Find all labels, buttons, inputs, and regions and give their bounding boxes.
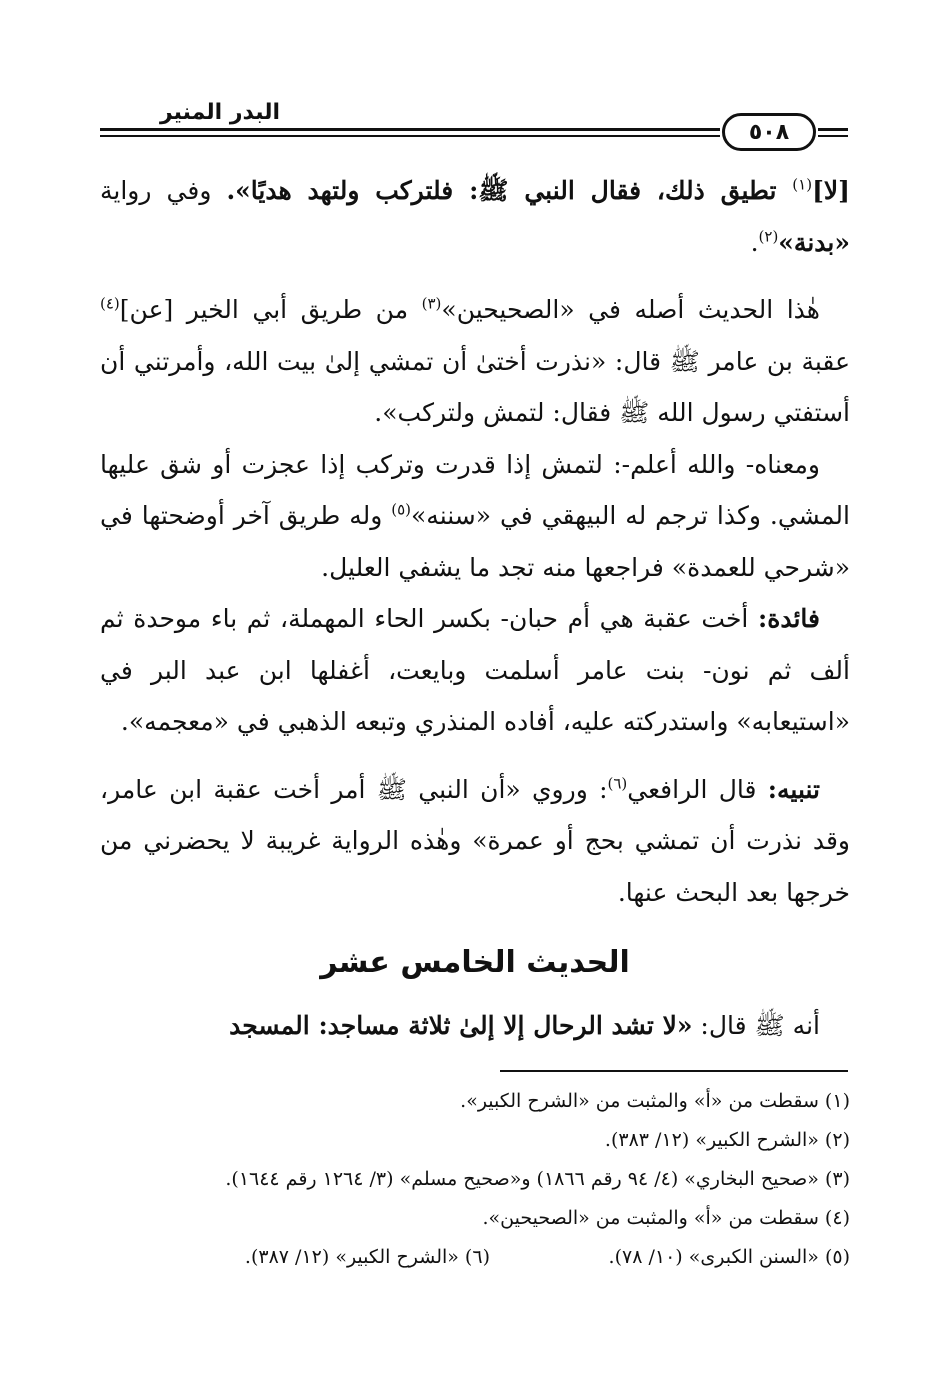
footnote-2: (٢) «الشرح الكبير» (١٢/ ٣٨٣). <box>604 1129 850 1151</box>
header-rule-top <box>100 128 720 131</box>
footnote-ref-6: (٦) <box>607 774 628 793</box>
paragraph-2-text-b: من طريق أبي الخير <box>186 295 422 324</box>
paragraph-3-text-b: وله طريق آخر أوضحتها في «شرحي للعمدة» فراجعها منه تجد ما يشفي العليل. <box>100 501 850 582</box>
footnote-4: (٤) سقطت من «أ» والمثبت من «الصحيحين». <box>482 1207 850 1229</box>
paragraph-1-tail: وفي رواية <box>100 176 227 205</box>
footnotes <box>100 1082 850 1277</box>
footnote-1: (١) سقطت من «أ» والمثبت من «الشرح الكبير». <box>460 1090 850 1112</box>
paragraph-1-end: . <box>750 227 759 257</box>
tanbih-label: تنبيه: <box>767 774 820 804</box>
footnote-ref-5: (٥) <box>391 500 412 519</box>
faida-label: فائدة: <box>758 604 820 633</box>
footnote-3: (٣) «صحيح البخاري» (٤/ ٩٤ رقم ١٨٦٦) و«صحيح مسلم» (٣/ ١٢٦٤ رقم ١٦٤٤). <box>225 1168 850 1190</box>
hadith-intro: أنه ﷺ قال: <box>692 1011 820 1040</box>
main-text <box>100 165 850 918</box>
footnote-ref-1: (١) <box>792 175 813 194</box>
hadith-quote-bold: تطيق ذلك، فقال النبي ﷺ: فلتركب ولتهد هديًا». <box>226 176 793 205</box>
footnote-row-5-6 <box>100 1238 850 1277</box>
footnote-ref-2: (٢) <box>758 227 779 246</box>
page-number: ٥٠٨ <box>748 119 790 145</box>
footnote-ref-3: (٣) <box>421 294 442 313</box>
section-heading: الحديث الخامس عشر <box>320 945 630 980</box>
badana-bold: «بدنة» <box>778 227 850 257</box>
page-number-badge <box>722 113 816 151</box>
paragraph-2-text-d: عقبة بن عامر ﷺ قال: «نذرت أختىٰ أن تمشي إلىٰ بيت الله، وأمرتني أن أستفتي رسول الله ﷺ فقال: لتمش ولتركب». <box>100 346 850 427</box>
footnote-separator <box>500 1070 848 1072</box>
header-rule-top-right <box>818 128 848 131</box>
faida-text: أخت عقبة هي أم حبان- بكسر الحاء المهملة، ثم باء موحدة ثم ألف ثم نون- بنت عامر أسلمت وبايعت، أغفلها ابن عبد البر في «استيعابه» واستدركته عليه، أفاده المنذري وتبعه الذهبي في «معجمه». <box>100 604 850 736</box>
footnote-5: (٥) «السنن الكبرى» (١٠/ ٧٨). <box>608 1246 850 1268</box>
bracket-la: [لا] <box>812 176 850 205</box>
paragraph-2-text-a: هٰذا الحديث أصله في «الصحيحين» <box>441 295 820 324</box>
paragraph-3 <box>100 439 850 594</box>
header-rule-bottom <box>100 135 720 137</box>
running-header-title: البدر المنير <box>159 100 280 125</box>
paragraph-3-text-a: ومعناه- والله أعلم-: لتمش إذا قدرت وتركب إذا عجزت أو شق عليها المشي. وكذا ترجم له البيهقي في «سننه» <box>100 449 850 530</box>
paragraph-2-bracket-an: [عن] <box>119 295 174 324</box>
footnote-6: (٦) «الشرح الكبير» (١٢/ ٣٨٧). <box>244 1246 490 1268</box>
footnote-ref-4: (٤) <box>100 294 120 313</box>
paragraph-1 <box>100 165 850 268</box>
tanbih-text-a: قال الرافعي <box>627 774 768 804</box>
paragraph-5 <box>100 764 850 919</box>
header-rule-bottom-right <box>818 135 848 137</box>
paragraph-4 <box>100 593 850 748</box>
hadith-text <box>100 1000 850 1051</box>
hadith-quote: «لا تشد الرحال إلا إلىٰ ثلاثة مساجد: المسجد <box>229 1011 693 1040</box>
tanbih-text-b: : وروي «أن النبي ﷺ أمر أخت عقبة ابن عامر، وقد نذرت أن تمشي بحج أو عمرة» وهٰذه الرواية غريبة لا يحضرني من خرجها بعد البحث عنها. <box>100 774 850 907</box>
paragraph-2 <box>100 284 850 439</box>
